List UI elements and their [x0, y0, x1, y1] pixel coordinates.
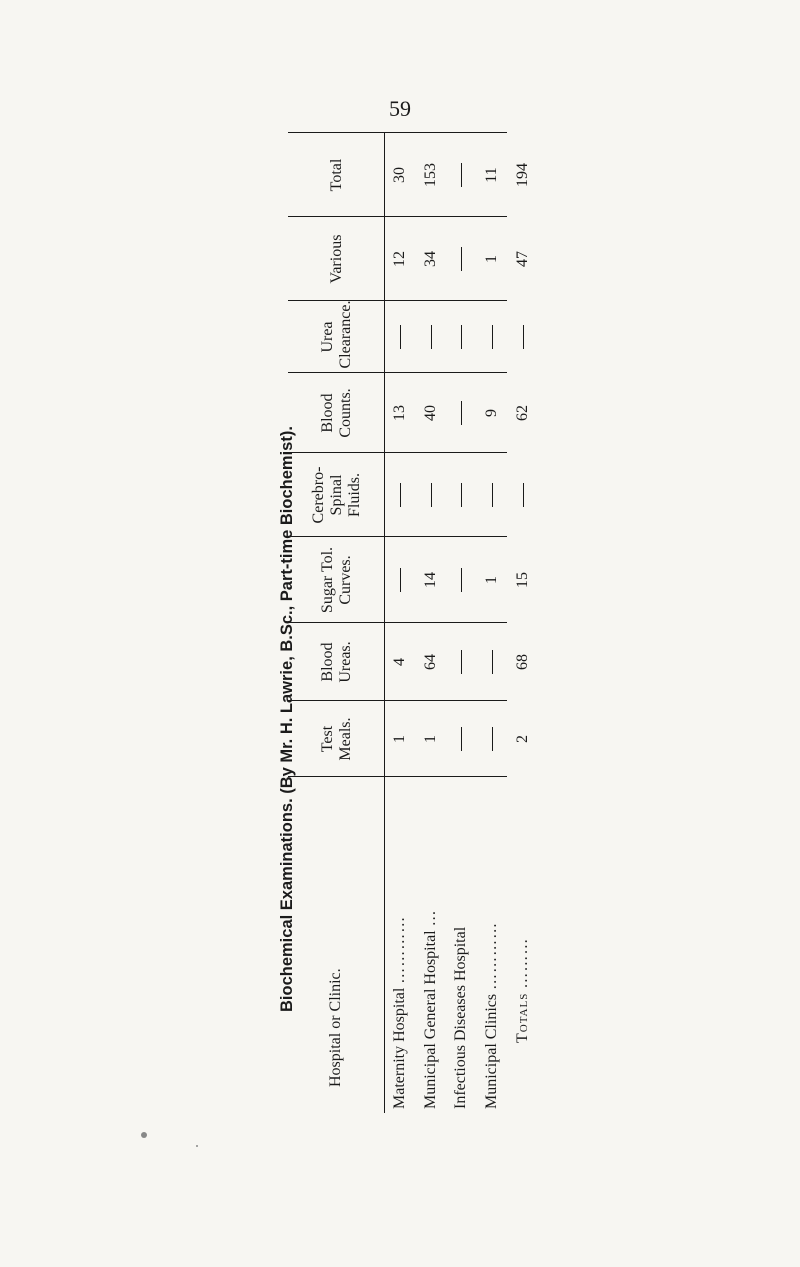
row-label-leader: …: [421, 909, 439, 927]
biochemical-table: [288, 133, 538, 1114]
table-cell: [416, 373, 447, 453]
cell-value: [461, 650, 462, 674]
table-cell: [507, 301, 538, 373]
cell-value: 1: [421, 735, 439, 743]
table-caption: Biochemical Examinations. (By Mr. H. Lawrie, B.Sc., Part-time Biochemist).: [278, 426, 296, 1012]
row-label-text: Infectious Diseases Hospital: [452, 926, 470, 1109]
cell-value: 34: [421, 251, 439, 267]
cell-value: 12: [391, 251, 409, 267]
row-label-text: Totals: [513, 992, 531, 1043]
cell-value: 13: [391, 405, 409, 421]
cell-value: [461, 163, 462, 187]
table-row: [507, 133, 538, 1113]
table-cell: [416, 701, 447, 777]
table-cell: [446, 537, 477, 623]
row-label-leader: …………: [483, 921, 501, 990]
cell-value: [492, 325, 493, 349]
table-cell: [384, 133, 415, 217]
page-number: 59: [389, 96, 411, 121]
col-various: Various: [288, 217, 384, 301]
table-cell: [384, 373, 415, 453]
cell-value: [461, 483, 462, 507]
table-cell: [477, 133, 508, 217]
table-cell: [477, 301, 508, 373]
table-cell: [446, 217, 477, 301]
table-cell: [416, 453, 447, 537]
cell-value: 153: [421, 163, 439, 187]
cell-value: [461, 568, 462, 592]
table-cell: [416, 537, 447, 623]
table-cell: [384, 301, 415, 373]
table-cell: [446, 301, 477, 373]
col-total: Total: [288, 133, 384, 217]
cell-value: 9: [483, 409, 501, 417]
table-cell: [507, 453, 538, 537]
col-cerebro-spinal-fluids: Cerebro-Spinal Fluids.: [288, 453, 384, 537]
cell-value: [431, 325, 432, 349]
cell-value: [400, 483, 401, 507]
row-header: Hospital or Clinic.: [288, 777, 384, 1113]
cell-value: 30: [391, 167, 409, 183]
row-label-text: Municipal General Hospital: [421, 930, 439, 1109]
cell-value: [431, 483, 432, 507]
paper-speck: [141, 1132, 147, 1138]
row-label-leader: …………: [391, 915, 409, 984]
table-cell: [477, 217, 508, 301]
row-label-text: Maternity Hospital: [391, 987, 409, 1109]
table-cell: [507, 537, 538, 623]
cell-value: 40: [421, 405, 439, 421]
table-row: [477, 133, 508, 1113]
cell-value: 11: [483, 167, 501, 183]
cell-value: [461, 401, 462, 425]
table-cell: [416, 623, 447, 701]
paper-speck: [196, 1145, 198, 1147]
cell-value: [492, 650, 493, 674]
cell-value: [461, 247, 462, 271]
row-label: [416, 777, 447, 1113]
cell-value: 2: [513, 735, 531, 743]
table-row: [416, 133, 447, 1113]
cell-value: [461, 727, 462, 751]
table-cell: [384, 537, 415, 623]
row-label: [477, 777, 508, 1113]
row-label: [507, 777, 538, 1113]
col-blood-counts: Blood Counts.: [288, 373, 384, 453]
table-cell: [384, 453, 415, 537]
table-cell: [477, 373, 508, 453]
table-cell: [416, 217, 447, 301]
row-label: [384, 777, 415, 1113]
cell-value: 15: [513, 572, 531, 588]
table-cell: [477, 701, 508, 777]
cell-value: 14: [421, 572, 439, 588]
table-cell: [384, 623, 415, 701]
table-cell: [446, 453, 477, 537]
cell-value: [492, 727, 493, 751]
cell-value: 1: [483, 576, 501, 584]
table-cell: [446, 623, 477, 701]
col-urea-clearance: Urea Clearance.: [288, 301, 384, 373]
row-label: [446, 777, 477, 1113]
table-cell: [507, 373, 538, 453]
header-row: [288, 133, 384, 1113]
cell-value: 47: [513, 251, 531, 267]
row-label-leader: ………: [513, 937, 531, 989]
table-cell: [446, 133, 477, 217]
cell-value: [400, 568, 401, 592]
table-row: [384, 133, 415, 1113]
cell-value: [492, 483, 493, 507]
col-blood-ureas: Blood Ureas.: [288, 623, 384, 701]
table-cell: [477, 537, 508, 623]
table-cell: [477, 453, 508, 537]
cell-value: 194: [513, 163, 531, 187]
cell-value: [461, 325, 462, 349]
table-cell: [384, 217, 415, 301]
col-test-meals: Test Meals.: [288, 701, 384, 777]
cell-value: 4: [391, 658, 409, 666]
table-cell: [416, 133, 447, 217]
table-cell: [507, 133, 538, 217]
col-sugar-tol-curves: Sugar Tol. Curves.: [288, 537, 384, 623]
table-cell: [384, 701, 415, 777]
table-cell: [507, 701, 538, 777]
biochemical-table-rotated: [288, 158, 538, 1113]
cell-value: 1: [391, 735, 409, 743]
cell-value: [523, 325, 524, 349]
table-cell: [416, 301, 447, 373]
table-cell: [507, 217, 538, 301]
table-row: [446, 133, 477, 1113]
table-cell: [446, 373, 477, 453]
cell-value: 68: [513, 654, 531, 670]
cell-value: 64: [421, 654, 439, 670]
cell-value: [400, 325, 401, 349]
table-cell: [507, 623, 538, 701]
table-cell: [446, 701, 477, 777]
cell-value: 62: [513, 405, 531, 421]
row-label-text: Municipal Clinics: [483, 993, 501, 1109]
cell-value: [523, 483, 524, 507]
cell-value: 1: [483, 255, 501, 263]
table-cell: [477, 623, 508, 701]
